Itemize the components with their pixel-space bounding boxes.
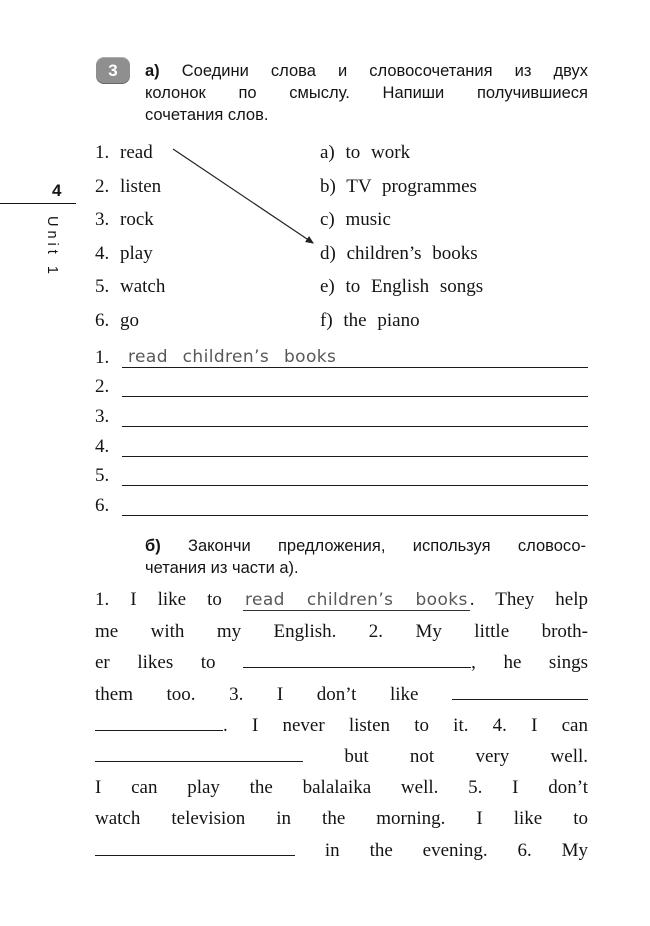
task-b-text bbox=[145, 535, 586, 579]
task-text: колонок по смыслу. Напиши получившиеся bbox=[145, 84, 588, 102]
answer-line-row bbox=[95, 457, 588, 487]
answer-line-number: 4. bbox=[95, 435, 110, 457]
match-left-item: 5. watch bbox=[95, 276, 166, 298]
match-left-item: 6. go bbox=[95, 309, 139, 331]
sentence-text: me with my English. 2. My little broth- bbox=[95, 621, 588, 643]
match-right-item: c) music bbox=[320, 209, 391, 231]
blank-line bbox=[95, 839, 295, 855]
answer-line-row bbox=[95, 486, 588, 516]
ruled-line bbox=[122, 338, 588, 368]
paragraph-line bbox=[95, 772, 588, 803]
paragraph-line bbox=[95, 835, 588, 866]
sentence-text: watch television in the morning. I like to bbox=[95, 808, 588, 830]
match-right-item: b) TV programmes bbox=[320, 175, 477, 197]
answer-line-row bbox=[95, 427, 588, 457]
task-b-line bbox=[145, 535, 586, 557]
paragraph-line bbox=[95, 803, 588, 834]
answer-line-number: 2. bbox=[95, 376, 110, 398]
match-left-item: 2. listen bbox=[95, 175, 162, 197]
task-a-text bbox=[145, 60, 588, 126]
paragraph-line bbox=[95, 679, 588, 710]
match-right-item: a) to work bbox=[320, 142, 411, 163]
page-number: 4 bbox=[52, 181, 62, 200]
paragraph-line bbox=[95, 584, 588, 616]
ruled-line bbox=[122, 486, 588, 516]
blank-line bbox=[95, 715, 223, 731]
sentence-text: but not very well. bbox=[344, 746, 589, 768]
paragraph-line bbox=[95, 647, 588, 678]
sentence-text: er likes to bbox=[95, 652, 216, 674]
paragraph-line bbox=[95, 616, 588, 647]
match-right-item: e) to English songs bbox=[320, 276, 484, 298]
task-b-label: б) bbox=[145, 537, 161, 555]
task-text: Закончи предложения, используя словосо- bbox=[188, 537, 586, 555]
task-a-line bbox=[145, 82, 588, 104]
match-right-item: d) children’s books bbox=[320, 242, 478, 264]
answer-line-row bbox=[95, 368, 588, 398]
margin-divider bbox=[0, 203, 76, 204]
blank-line bbox=[243, 652, 471, 668]
answer-line-number: 3. bbox=[95, 406, 110, 428]
match-right-item: f) the piano bbox=[320, 309, 420, 331]
blank-line bbox=[95, 746, 303, 762]
answer-line-row bbox=[95, 338, 588, 368]
match-left-item: 4. play bbox=[95, 242, 153, 264]
task-text: Соедини слова и словосочетания из двух bbox=[181, 62, 588, 80]
answer-line-row bbox=[95, 397, 588, 427]
answer-lines bbox=[95, 338, 588, 516]
match-left-item: 1. read bbox=[95, 142, 153, 163]
match-row bbox=[95, 304, 588, 338]
unit-label: Unit 1 bbox=[44, 216, 60, 278]
ruled-line bbox=[122, 427, 588, 457]
sentence-text: , he sings bbox=[471, 652, 588, 674]
answer-line-number: 5. bbox=[95, 465, 110, 487]
fill-in-paragraph bbox=[95, 584, 588, 866]
task-b-line bbox=[145, 557, 586, 579]
paragraph-line bbox=[95, 741, 588, 772]
task-text: четания из части а). bbox=[145, 559, 299, 577]
answer-line-number: 6. bbox=[95, 495, 110, 517]
connector-arrow bbox=[158, 136, 333, 256]
sentence-text: in the evening. 6. My bbox=[324, 839, 589, 861]
task-a-line bbox=[145, 104, 588, 126]
sentence-text: I can play the balalaika well. 5. I don’t bbox=[95, 777, 588, 799]
sentence-text: them too. 3. I don’t like bbox=[95, 683, 419, 705]
ruled-line bbox=[122, 457, 588, 487]
paragraph-line bbox=[95, 710, 588, 741]
task-text: сочетания слов. bbox=[145, 106, 269, 124]
handwritten-answer: read children’s books bbox=[244, 590, 468, 610]
sentence-text: 1. I like to bbox=[95, 589, 222, 610]
ruled-line bbox=[122, 368, 588, 398]
task-a-label: а) bbox=[145, 62, 160, 80]
blank-line bbox=[452, 683, 588, 699]
ruled-line bbox=[122, 397, 588, 427]
match-left-item: 3. rock bbox=[95, 209, 154, 231]
match-row bbox=[95, 270, 588, 304]
handwritten-answer: read children’s books bbox=[128, 346, 337, 367]
answer-line-number: 1. bbox=[95, 346, 110, 368]
exercise-number-badge: 3 bbox=[96, 57, 130, 84]
sentence-text: . I never listen to it. 4. I can bbox=[223, 714, 588, 736]
task-a-line bbox=[145, 60, 588, 82]
sentence-text: . They help bbox=[469, 589, 588, 610]
